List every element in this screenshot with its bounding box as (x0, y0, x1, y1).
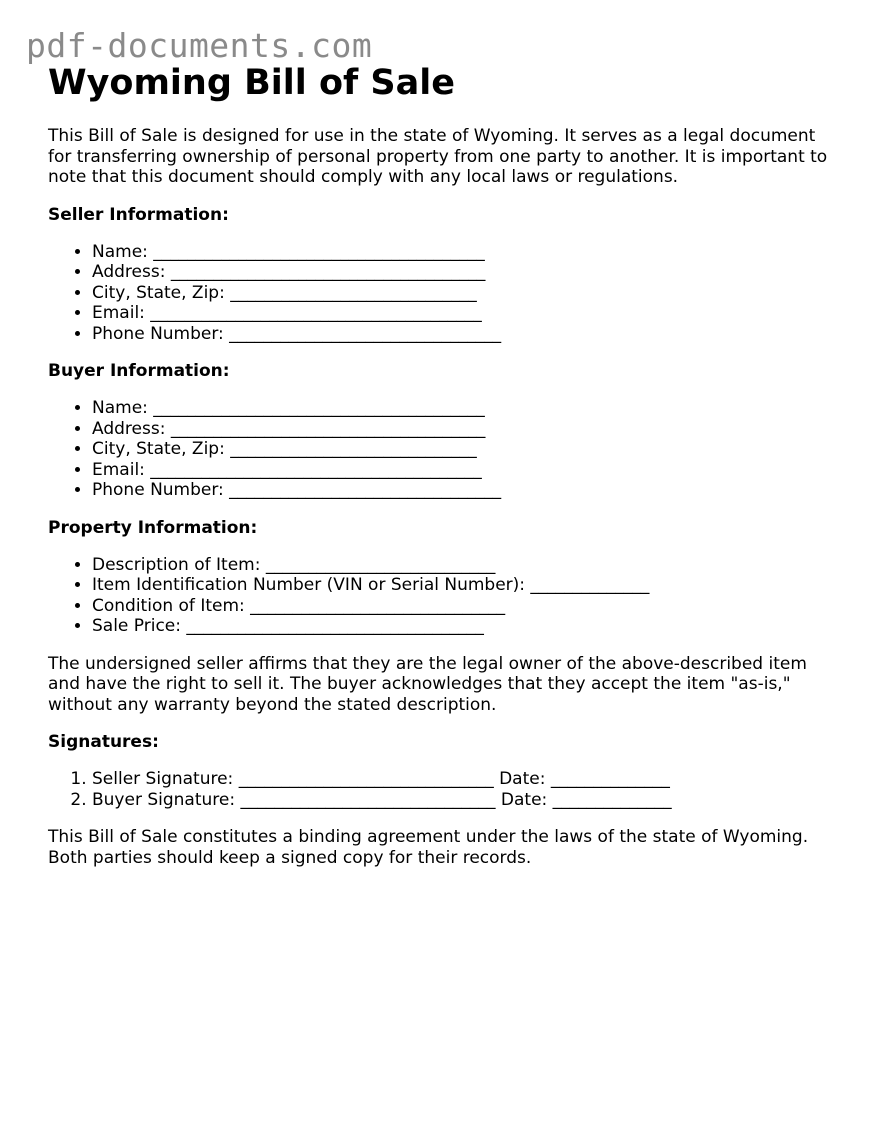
document-title: Wyoming Bill of Sale (48, 63, 455, 103)
affirmation-paragraph: The undersigned seller affirms that they are the legal owner of the above-described item and have the right to sell it. The buyer acknowledges that they accept the item "as-is," without any warranty beyond the stated description. (48, 653, 807, 715)
seller-address-field: • Address: _____________________________________ (92, 262, 838, 283)
intro-paragraph: This Bill of Sale is designed for use in the state of Wyoming. It serves as a legal document for transferring ownership of personal property from one party to another. It is important to note that this document should comply with any local laws or regulations. (48, 126, 828, 187)
property-list (48, 555, 838, 637)
seller-list (48, 242, 838, 345)
seller-name-field: • Name: _______________________________________ (92, 242, 838, 263)
buyer-heading: Buyer Information: (48, 361, 230, 381)
watermark: pdf-documents.com (26, 26, 373, 65)
buyer-city-state-zip-field: • City, State, Zip: _____________________________ (92, 439, 838, 460)
item-condition-field: • Condition of Item: ______________________________ (92, 596, 838, 617)
signatures-list (48, 769, 838, 810)
signatures-heading: Signatures: (48, 732, 159, 752)
closing-paragraph: This Bill of Sale constitutes a binding agreement under the laws of the state of Wyoming. Both parties should keep a signed copy for their records. (48, 827, 809, 868)
property-heading: Property Information: (48, 517, 258, 538)
buyer-name-field: • Name: _______________________________________ (92, 398, 838, 419)
seller-heading: Seller Information: (48, 204, 229, 225)
buyer-email-field: • Email: _______________________________________ (92, 460, 838, 481)
seller-city-state-zip-field: • City, State, Zip: _____________________________ (92, 283, 838, 304)
item-description-field: • Description of Item: ___________________________ (92, 555, 838, 576)
document-page (48, 62, 838, 868)
buyer-phone-field: • Phone Number: ________________________________ (92, 480, 838, 501)
sale-price-field: • Sale Price: ___________________________________ (92, 616, 838, 637)
buyer-signature-line: 2. Buyer Signature: ______________________________ Date: ______________ (92, 790, 838, 811)
seller-email-field: • Email: _______________________________________ (92, 303, 838, 324)
buyer-list (48, 398, 838, 501)
buyer-address-field: • Address: _____________________________________ (92, 419, 838, 440)
item-identification-field: • Item Identification Number (VIN or Serial Number): ______________ (92, 575, 838, 596)
seller-signature-line: 1. Seller Signature: ______________________________ Date: ______________ (92, 769, 838, 790)
seller-phone-field: • Phone Number: ________________________________ (92, 324, 838, 345)
